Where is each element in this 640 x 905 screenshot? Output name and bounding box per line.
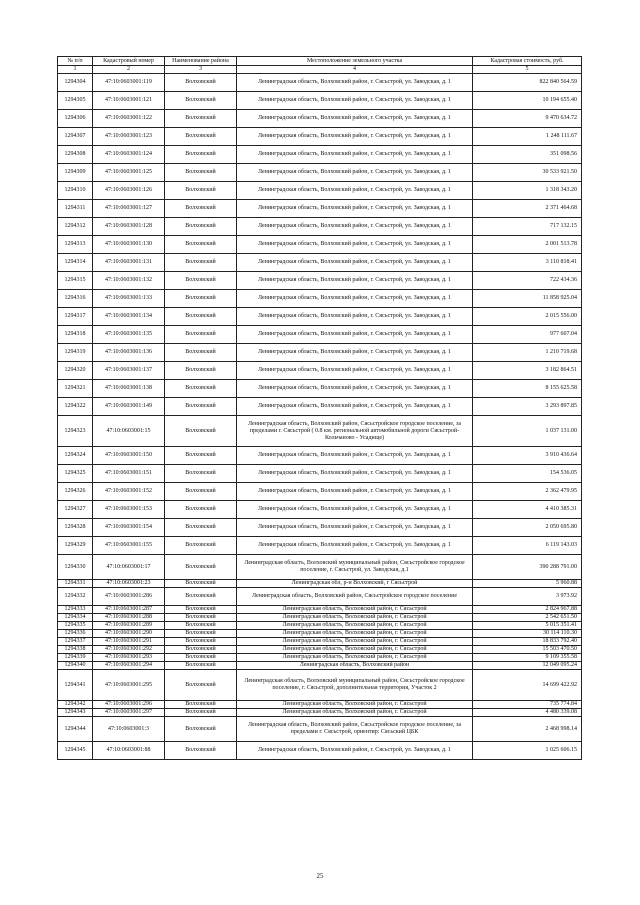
table-row [58, 236, 582, 254]
district-cell: Волховский [165, 662, 237, 670]
location-cell: Ленинградская область, Волховский район [237, 662, 473, 670]
row-number-cell: 1294306 [58, 110, 93, 128]
district-cell: Волховский [165, 614, 237, 622]
cadastral-number-cell: 47:10:0603001:130 [93, 236, 165, 254]
column-number: 3 [165, 66, 237, 74]
location-cell: Ленинградская обл, р-н Волховский, г Сясьстрой [237, 580, 473, 588]
location-cell: Ленинградская область, Волховский район, г. Сясьстрой, ул. Заводская, д. 1 [237, 308, 473, 326]
location-cell: Ленинградская область, Волховский район, г. Сясьстрой, ул. Заводская, д. 1 [237, 254, 473, 272]
header-value: Кадастровая стоимость, руб. [473, 57, 582, 66]
row-number-cell: 1294337 [58, 638, 93, 646]
column-number: 2 [93, 66, 165, 74]
district-cell: Волховский [165, 416, 237, 447]
district-cell: Волховский [165, 519, 237, 537]
location-cell: Ленинградская область, Волховский район, г. Сясьстрой, ул. Заводская, д. 1 [237, 236, 473, 254]
row-number-cell: 1294319 [58, 344, 93, 362]
cadastral-number-cell: 47:10:0603001:294 [93, 662, 165, 670]
district-cell: Волховский [165, 742, 237, 760]
cadastral-number-cell: 47:10:0603001:123 [93, 128, 165, 146]
cadastral-number-cell: 47:10:0603001:138 [93, 380, 165, 398]
column-number: 4 [237, 66, 473, 74]
table-row [58, 164, 582, 182]
cadastral-value-cell: 3 910 436.64 [473, 447, 582, 465]
table-row [58, 654, 582, 662]
table-row [58, 254, 582, 272]
location-cell: Ленинградская область, Волховский район, Сясьстройское городское поселение [237, 588, 473, 606]
table-row [58, 580, 582, 588]
row-number-cell: 1294338 [58, 646, 93, 654]
cadastral-number-cell: 47:10:0603001:15 [93, 416, 165, 447]
row-number-cell: 1294345 [58, 742, 93, 760]
district-cell: Волховский [165, 254, 237, 272]
cadastral-value-cell: 2 824 967.88 [473, 606, 582, 614]
district-cell: Волховский [165, 218, 237, 236]
location-cell: Ленинградская область, Волховский район, г. Сясьстрой, ул. Заводская, д. 1 [237, 447, 473, 465]
table-row [58, 646, 582, 654]
location-cell: Ленинградская область, Волховский район, г. Сясьстрой, ул. Заводская, д. 1 [237, 200, 473, 218]
location-cell: Ленинградская область, Волховский район, г. Сясьстрой, ул. Заводская, д. 1 [237, 218, 473, 236]
location-cell: Ленинградская область, Волховский район, г. Сясьстрой, ул. Заводская, д. 1 [237, 74, 473, 92]
row-number-cell: 1294323 [58, 416, 93, 447]
district-cell: Волховский [165, 380, 237, 398]
row-number-cell: 1294343 [58, 709, 93, 717]
district-cell: Волховский [165, 146, 237, 164]
row-number-cell: 1294344 [58, 717, 93, 742]
cadastral-value-cell: 4 410 385.31 [473, 501, 582, 519]
location-cell: Ленинградская область, Волховский район, г. Сясьстрой, ул. Заводская, д. 1 [237, 483, 473, 501]
location-cell: Ленинградская область, Волховский район, г. Сясьстрой [237, 630, 473, 638]
district-cell: Волховский [165, 182, 237, 200]
location-cell: Ленинградская область, Волховский район, г. Сясьстрой [237, 606, 473, 614]
column-number: 5 [473, 66, 582, 74]
cadastral-number-cell: 47:10:0603001:150 [93, 447, 165, 465]
cadastral-number-cell: 47:10:0603001:288 [93, 614, 165, 622]
cadastral-number-cell: 47:10:0603001:136 [93, 344, 165, 362]
cadastral-value-cell: 5 960.88 [473, 580, 582, 588]
table-row [58, 200, 582, 218]
cadastral-number-cell: 47:10:0603001:119 [93, 74, 165, 92]
row-number-cell: 1294331 [58, 580, 93, 588]
cadastral-value-cell: 717 132.15 [473, 218, 582, 236]
cadastral-number-cell: 47:10:0603001:289 [93, 622, 165, 630]
cadastral-value-cell: 1 025 606.15 [473, 742, 582, 760]
cadastral-number-cell: 47:10:0603001:151 [93, 465, 165, 483]
cadastral-number-cell: 47:10:0603001:297 [93, 709, 165, 717]
location-cell: Ленинградская область, Волховский район, г. Сясьстрой, ул. Заводская, д. 1 [237, 128, 473, 146]
table-row [58, 519, 582, 537]
row-number-cell: 1294328 [58, 519, 93, 537]
location-cell: Ленинградская область, Волховский район, г. Сясьстрой, ул. Заводская, д. 1 [237, 380, 473, 398]
location-cell: Ленинградская область, Волховский район, г. Сясьстрой [237, 654, 473, 662]
cadastral-value-cell: 1 210 719.68 [473, 344, 582, 362]
cadastral-value-cell: 30 114 110.30 [473, 630, 582, 638]
cadastral-number-cell: 47:10:0603001:152 [93, 483, 165, 501]
row-number-cell: 1294309 [58, 164, 93, 182]
cadastral-value-cell: 2 468 998.14 [473, 717, 582, 742]
district-cell: Волховский [165, 344, 237, 362]
row-number-cell: 1294335 [58, 622, 93, 630]
cadastral-number-cell: 47:10:0603001:125 [93, 164, 165, 182]
cadastral-value-cell: 10 194 655.40 [473, 92, 582, 110]
row-number-cell: 1294330 [58, 555, 93, 580]
table-row [58, 290, 582, 308]
header-district: Наименование района [165, 57, 237, 66]
district-cell: Волховский [165, 630, 237, 638]
cadastral-value-cell: 3 973.92 [473, 588, 582, 606]
cadastral-value-cell: 4 480 339.08 [473, 709, 582, 717]
cadastral-number-cell: 47:10:0603001:153 [93, 501, 165, 519]
page-number: 25 [316, 872, 324, 880]
district-cell: Волховский [165, 92, 237, 110]
row-number-cell: 1294341 [58, 670, 93, 701]
cadastral-value-cell: 2 542 651.50 [473, 614, 582, 622]
cadastral-number-cell: 47:10:0603001:131 [93, 254, 165, 272]
location-cell: Ленинградская область, Волховский район, г. Сясьстрой [237, 622, 473, 630]
row-number-cell: 1294334 [58, 614, 93, 622]
cadastral-value-cell: 154 536.05 [473, 465, 582, 483]
table-row [58, 308, 582, 326]
cadastral-number-cell: 47:10:0603001:126 [93, 182, 165, 200]
table-row [58, 74, 582, 92]
location-cell: Ленинградская область, Волховский район, г. Сясьстрой, ул. Заводская, д. 1 [237, 290, 473, 308]
cadastral-value-cell: 1 248 111.67 [473, 128, 582, 146]
cadastral-value-cell: 2 362 479.95 [473, 483, 582, 501]
cadastral-value-cell: 351 098.56 [473, 146, 582, 164]
row-number-cell: 1294304 [58, 74, 93, 92]
table-row [58, 465, 582, 483]
cadastral-value-cell: 6 119 143.03 [473, 537, 582, 555]
district-cell: Волховский [165, 638, 237, 646]
location-cell: Ленинградская область, Волховский район, г. Сясьстрой, ул. Заводская, д. 1 [237, 326, 473, 344]
cadastral-value-cell: 390 288 791.00 [473, 555, 582, 580]
district-cell: Волховский [165, 646, 237, 654]
location-cell: Ленинградская область, Волховский район, г. Сясьстрой [237, 614, 473, 622]
row-number-cell: 1294327 [58, 501, 93, 519]
location-cell: Ленинградская область, Волховский район, г. Сясьстрой, ул. Заводская, д. 1 [237, 465, 473, 483]
row-number-cell: 1294342 [58, 701, 93, 709]
district-cell: Волховский [165, 200, 237, 218]
row-number-cell: 1294320 [58, 362, 93, 380]
row-number-cell: 1294316 [58, 290, 93, 308]
district-cell: Волховский [165, 308, 237, 326]
header-number: № п/п [58, 57, 93, 66]
table-row [58, 483, 582, 501]
location-cell: Ленинградская область, Волховский район, г. Сясьстрой, ул. Заводская, д. 1 [237, 537, 473, 555]
cadastral-value-cell: 15 503 470.50 [473, 646, 582, 654]
district-cell: Волховский [165, 670, 237, 701]
district-cell: Волховский [165, 606, 237, 614]
location-cell: Ленинградская область, Волховский район, г. Сясьстрой [237, 701, 473, 709]
column-number: 1 [58, 66, 93, 74]
cadastral-value-cell: 3 182 864.51 [473, 362, 582, 380]
district-cell: Волховский [165, 483, 237, 501]
row-number-cell: 1294305 [58, 92, 93, 110]
table-row [58, 128, 582, 146]
table-row [58, 742, 582, 760]
location-cell: Ленинградская область, Волховский район, г. Сясьстрой, ул. Заводская, д. 1 [237, 164, 473, 182]
row-number-cell: 1294311 [58, 200, 93, 218]
location-cell: Ленинградская область, Волховский район, г. Сясьстрой, ул. Заводская, д. 1 [237, 92, 473, 110]
location-cell: Ленинградская область, Волховский район, г. Сясьстрой [237, 646, 473, 654]
cadastral-number-cell: 47:10:0603001:128 [93, 218, 165, 236]
table-row [58, 709, 582, 717]
table-row [58, 218, 582, 236]
row-number-cell: 1294333 [58, 606, 93, 614]
row-number-cell: 1294324 [58, 447, 93, 465]
table-row [58, 630, 582, 638]
cadastral-value-cell: 8 155 625.58 [473, 380, 582, 398]
header-location: Местоположение земельного участка [237, 57, 473, 66]
table-row [58, 501, 582, 519]
cadastral-value-cell: 9 470 634.72 [473, 110, 582, 128]
cadastral-number-cell: 47:10:0603001:17 [93, 555, 165, 580]
cadastral-value-cell: 2 001 513.78 [473, 236, 582, 254]
cadastral-value-cell: 3 110 818.41 [473, 254, 582, 272]
cadastral-number-cell: 47:10:0603001:296 [93, 701, 165, 709]
cadastral-value-cell: 12 049 095.24 [473, 662, 582, 670]
location-cell: Ленинградская область, Волховский район, г. Сясьстрой, ул. Заводская, д. 1 [237, 398, 473, 416]
row-number-cell: 1294315 [58, 272, 93, 290]
cadastral-value-cell: 1 318 343.20 [473, 182, 582, 200]
row-number-cell: 1294339 [58, 654, 93, 662]
row-number-cell: 1294340 [58, 662, 93, 670]
cadastral-number-cell: 47:10:0603001:286 [93, 588, 165, 606]
cadastral-number-cell: 47:10:0603001:137 [93, 362, 165, 380]
row-number-cell: 1294317 [58, 308, 93, 326]
cadastral-number-cell: 47:10:0603001:121 [93, 92, 165, 110]
column-numbers-row [58, 66, 582, 74]
location-cell: Ленинградская область, Волховский район, г. Сясьстрой [237, 709, 473, 717]
cadastral-value-cell: 822 840 564.59 [473, 74, 582, 92]
district-cell: Волховский [165, 110, 237, 128]
district-cell: Волховский [165, 290, 237, 308]
row-number-cell: 1294336 [58, 630, 93, 638]
district-cell: Волховский [165, 588, 237, 606]
cadastral-number-cell: 47:10:0603001:132 [93, 272, 165, 290]
cadastral-number-cell: 47:10:0603001:122 [93, 110, 165, 128]
location-cell: Ленинградская область, Волховский район, г. Сясьстрой, ул. Заводская, д. 1 [237, 182, 473, 200]
cadastral-value-cell: 9 109 355.58 [473, 654, 582, 662]
table-row [58, 447, 582, 465]
location-cell: Ленинградская область, Волховский район, г. Сясьстрой, ул. Заводская, д. 1 [237, 362, 473, 380]
table-row [58, 606, 582, 614]
table-row [58, 670, 582, 701]
cadastral-number-cell: 47:10:0603001:291 [93, 638, 165, 646]
cadastral-number-cell: 47:10:0603001:133 [93, 290, 165, 308]
location-cell: Ленинградская область, Волховский район, г. Сясьстрой, ул. Заводская, д. 1 [237, 272, 473, 290]
cadastral-number-cell: 47:10:0603001:154 [93, 519, 165, 537]
cadastral-value-cell: 2 015 556.00 [473, 308, 582, 326]
table-row [58, 272, 582, 290]
district-cell: Волховский [165, 537, 237, 555]
district-cell: Волховский [165, 398, 237, 416]
cadastral-number-cell: 47:10:0603001:127 [93, 200, 165, 218]
table-row [58, 622, 582, 630]
table-row [58, 662, 582, 670]
table-row [58, 146, 582, 164]
district-cell: Волховский [165, 326, 237, 344]
cadastral-value-cell: 18 833 792.40 [473, 638, 582, 646]
row-number-cell: 1294308 [58, 146, 93, 164]
row-number-cell: 1294318 [58, 326, 93, 344]
cadastral-number-cell: 47:10:0603001:88 [93, 742, 165, 760]
table-row [58, 555, 582, 580]
table-row [58, 416, 582, 447]
cadastral-value-cell: 2 050 695.80 [473, 519, 582, 537]
table-row [58, 537, 582, 555]
district-cell: Волховский [165, 362, 237, 380]
location-cell: Ленинградская область, Волховский район, г. Сясьстрой, ул. Заводская, д. 1 [237, 110, 473, 128]
table-row [58, 380, 582, 398]
row-number-cell: 1294307 [58, 128, 93, 146]
location-cell: Ленинградская область, Волховский муниципальный район, Сясьстройское городское поселение, г. Сясьстрой, ул. Заводская, д.1 [237, 555, 473, 580]
table-row [58, 344, 582, 362]
location-cell: Ленинградская область, Волховский район, г. Сясьстрой, ул. Заводская, д. 1 [237, 344, 473, 362]
district-cell: Волховский [165, 164, 237, 182]
district-cell: Волховский [165, 447, 237, 465]
cadastral-number-cell: 47:10:0603001:290 [93, 630, 165, 638]
table-row [58, 701, 582, 709]
cadastral-number-cell: 47:10:0603001:292 [93, 646, 165, 654]
row-number-cell: 1294332 [58, 588, 93, 606]
table-row [58, 362, 582, 380]
cadastral-value-cell: 735 774.84 [473, 701, 582, 709]
cadastral-value-cell: 1 037 131.00 [473, 416, 582, 447]
district-cell: Волховский [165, 654, 237, 662]
district-cell: Волховский [165, 622, 237, 630]
cadastral-table [57, 56, 582, 760]
table-row [58, 398, 582, 416]
cadastral-value-cell: 11 858 925.04 [473, 290, 582, 308]
row-number-cell: 1294313 [58, 236, 93, 254]
location-cell: Ленинградская область, Волховский район, г. Сясьстрой, ул. Заводская, д. 1 [237, 519, 473, 537]
cadastral-number-cell: 47:10:0603001:287 [93, 606, 165, 614]
cadastral-number-cell: 47:10:0603001:149 [93, 398, 165, 416]
cadastral-value-cell: 722 434.36 [473, 272, 582, 290]
table-row [58, 92, 582, 110]
cadastral-number-cell: 47:10:0603001:295 [93, 670, 165, 701]
district-cell: Волховский [165, 465, 237, 483]
table-row [58, 326, 582, 344]
table-row [58, 638, 582, 646]
cadastral-number-cell: 47:10:0603001:155 [93, 537, 165, 555]
row-number-cell: 1294322 [58, 398, 93, 416]
district-cell: Волховский [165, 501, 237, 519]
table-row [58, 614, 582, 622]
cadastral-number-cell: 47:10:0603001:3 [93, 717, 165, 742]
district-cell: Волховский [165, 717, 237, 742]
table-row [58, 182, 582, 200]
location-cell: Ленинградская область, Волховский муниципальный район, Сясьстройское городское поселение, г. Сясьстрой, дополнительная территория, Участок 2 [237, 670, 473, 701]
cadastral-number-cell: 47:10:0603001:134 [93, 308, 165, 326]
location-cell: Ленинградская область, Волховский район, г. Сясьстрой, ул. Заводская, д. 1 [237, 742, 473, 760]
location-cell: Ленинградская область, Волховский район, Сясьстройское городское поселение, за пределами г. Сясьстрой ( 0.8 км. региональной автомобильной дороги Сясьстрой-Кольчаново - Усадище) [237, 416, 473, 447]
district-cell: Волховский [165, 74, 237, 92]
cadastral-value-cell: 30 533 921.50 [473, 164, 582, 182]
row-number-cell: 1294325 [58, 465, 93, 483]
district-cell: Волховский [165, 236, 237, 254]
row-number-cell: 1294310 [58, 182, 93, 200]
row-number-cell: 1294326 [58, 483, 93, 501]
cadastral-number-cell: 47:10:0603001:293 [93, 654, 165, 662]
cadastral-number-cell: 47:10:0603001:124 [93, 146, 165, 164]
district-cell: Волховский [165, 272, 237, 290]
cadastral-value-cell: 2 371 464.68 [473, 200, 582, 218]
location-cell: Ленинградская область, Волховский район, Сясьстройское городское поселение, за пределами г. Сясьстрой, ориентир: Сясьский ЦБК [237, 717, 473, 742]
cadastral-value-cell: 977 607.04 [473, 326, 582, 344]
location-cell: Ленинградская область, Волховский район, г. Сясьстрой, ул. Заводская, д. 1 [237, 146, 473, 164]
table-row [58, 110, 582, 128]
row-number-cell: 1294321 [58, 380, 93, 398]
cadastral-value-cell: 5 015 351.41 [473, 622, 582, 630]
district-cell: Волховский [165, 580, 237, 588]
cadastral-number-cell: 47:10:0603001:23 [93, 580, 165, 588]
location-cell: Ленинградская область, Волховский район, г. Сясьстрой [237, 638, 473, 646]
district-cell: Волховский [165, 128, 237, 146]
header-cadastral: Кадастровый номер [93, 57, 165, 66]
header-row [58, 57, 582, 66]
cadastral-value-cell: 14 699 422.92 [473, 670, 582, 701]
cadastral-value-cell: 3 293 897.85 [473, 398, 582, 416]
district-cell: Волховский [165, 555, 237, 580]
district-cell: Волховский [165, 701, 237, 709]
location-cell: Ленинградская область, Волховский район, г. Сясьстрой, ул. Заводская, д. 1 [237, 501, 473, 519]
district-cell: Волховский [165, 709, 237, 717]
row-number-cell: 1294314 [58, 254, 93, 272]
table-row [58, 588, 582, 606]
cadastral-number-cell: 47:10:0603001:135 [93, 326, 165, 344]
row-number-cell: 1294329 [58, 537, 93, 555]
table-row [58, 717, 582, 742]
row-number-cell: 1294312 [58, 218, 93, 236]
